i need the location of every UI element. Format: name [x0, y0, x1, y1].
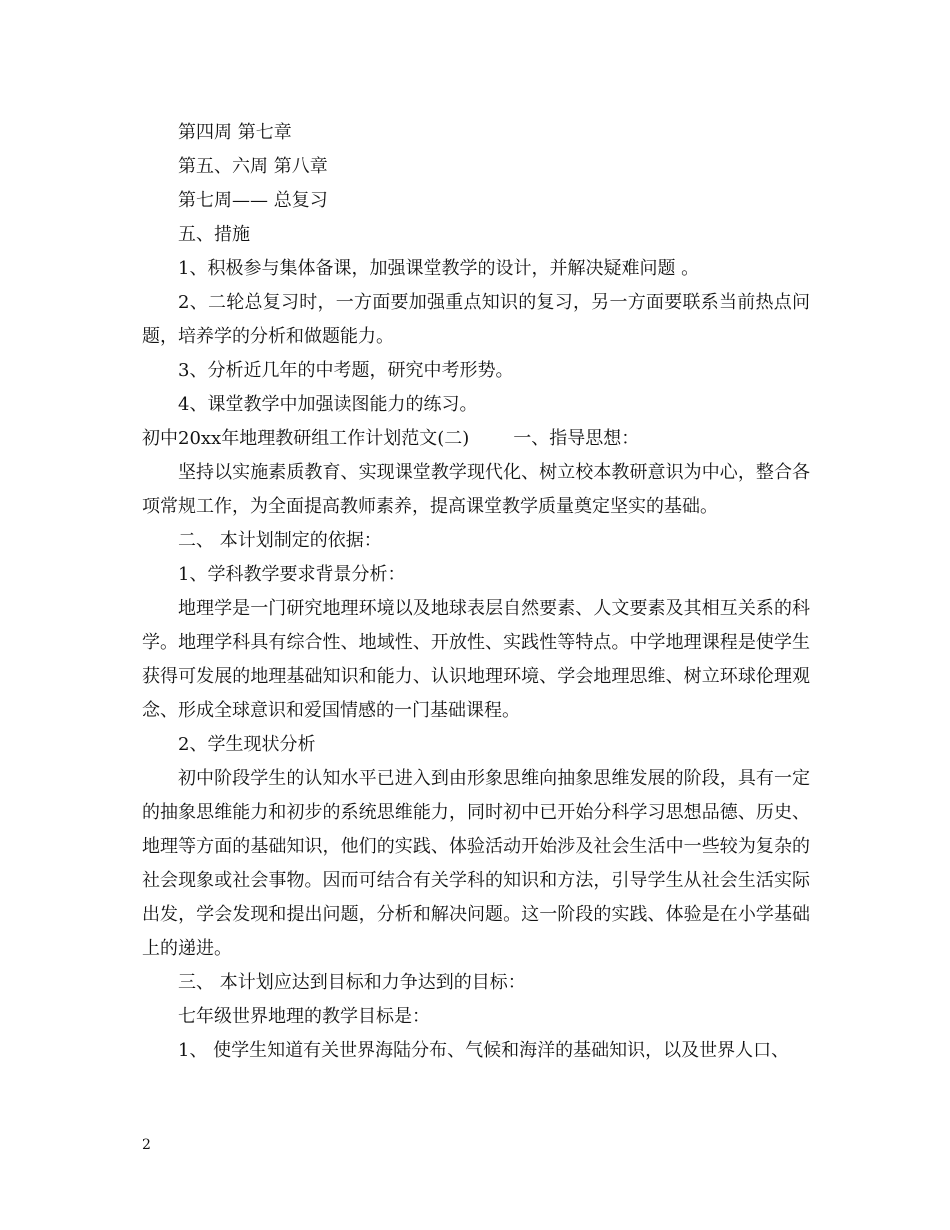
- document-body: [142, 116, 810, 1068]
- measures-heading: 五、措施: [178, 224, 250, 245]
- basis-2-heading: 2、学生现状分析: [178, 734, 316, 755]
- title-row: [142, 422, 810, 456]
- goal-1: 1、 使学生知道有关世界海陆分布、气候和海洋的基础知识，以及世界人口、: [178, 1040, 790, 1061]
- schedule-week56: 第五、六周 第八章: [178, 156, 328, 177]
- schedule-week7: 第七周—— 总复习: [178, 190, 328, 211]
- basis-2-text: 初中阶段学生的认知水平已进入到由形象思维向抽象思维发展的阶段，具有一定的抽象思维能力和初步的系统思维能力，同时初中已开始分科学习思想品德、历史、地理等方面的基础知识，他们的实践、体验活动开始涉及社会生活中一些较为复杂的社会现象或社会事物。因而可结合有关学科的知识和方法，引导学生从社会生活实际出发，学会发现和提出问题，分析和解决问题。这一阶段的实践、体验是在小学基础上的递进。: [142, 768, 810, 959]
- measure-2: 2、二轮总复习时，一方面要加强重点知识的复习，另一方面要联系当前热点问题，培养学的分析和做题能力。: [142, 292, 810, 347]
- guiding-heading: 一、指导思想：: [513, 428, 640, 449]
- measure-1: 1、积极参与集体备课，加强课堂教学的设计，并解决疑难问题 。: [178, 258, 700, 279]
- page-number: 2: [142, 1137, 151, 1153]
- basis-1-text: 地理学是一门研究地理环境以及地球表层自然要素、人文要素及其相互关系的科学。地理学科具有综合性、地域性、开放性、实践性等特点。中学地理课程是使学生获得可发展的地理基础知识和能力、认识地理环境、学会地理思维、树立环球伦理观念、形成全球意识和爱国情感的一门基础课程。: [142, 598, 810, 721]
- goals-heading: 三、 本计划应达到目标和力争达到的目标：: [178, 972, 526, 993]
- basis-heading: 二、 本计划制定的依据：: [178, 530, 382, 551]
- basis-1-heading: 1、学科教学要求背景分析：: [178, 564, 406, 585]
- document-title: 初中20xx年地理教研组工作计划范文(二): [142, 428, 470, 449]
- measure-4: 4、课堂教学中加强读图能力的练习。: [178, 394, 478, 415]
- guiding-text: 坚持以实施素质教育、实现课堂教学现代化、树立校本教研意识为中心，整合各项常规工作，为全面提高教师素养，提高课堂教学质量奠定坚实的基础。: [142, 462, 810, 517]
- measure-3: 3、分析近几年的中考题，研究中考形势。: [178, 360, 514, 381]
- grade7-heading: 七年级世界地理的教学目标是：: [178, 1006, 430, 1027]
- schedule-week4: 第四周 第七章: [178, 122, 292, 143]
